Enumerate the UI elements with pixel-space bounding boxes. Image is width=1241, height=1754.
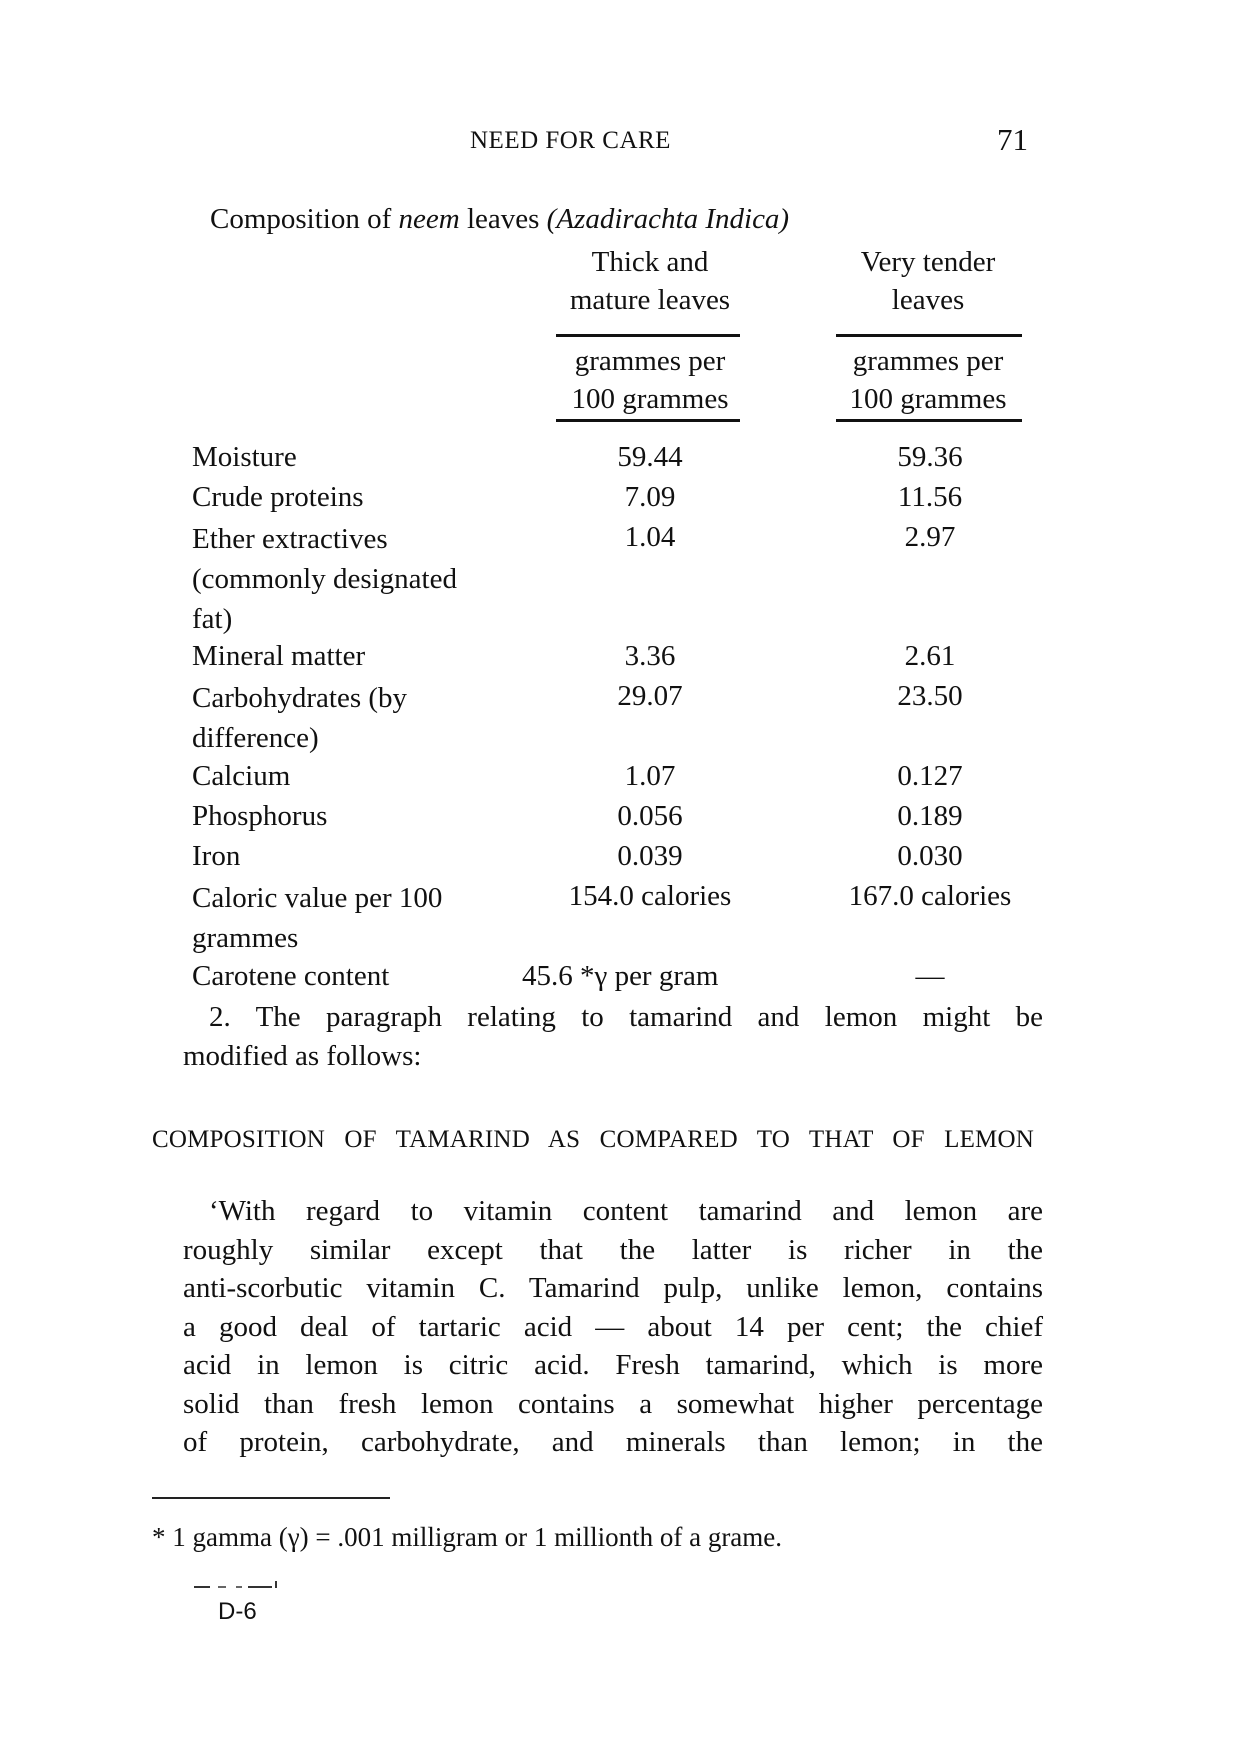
column-header-mature-line1: Thick and	[591, 246, 709, 278]
body-line: ‘With regard to vitamin content tamarind and lemon are	[209, 1195, 1043, 1227]
body-line: anti-scorbutic vitamin C. Tamarind pulp, unlike lemon, contains	[183, 1272, 1043, 1304]
column-header-tender-line1: Very tender	[860, 246, 996, 278]
body-line: a good deal of tartaric acid — about 14 per cent; the chief	[183, 1310, 1043, 1343]
column-unit-tender-line2: 100 grammes	[849, 383, 1007, 415]
table-row-calcium	[192, 758, 290, 794]
signature-scribble	[192, 1579, 302, 1591]
caption-prefix: Composition of	[210, 203, 399, 235]
column-header-tender-line2: leaves	[891, 284, 965, 316]
row-label: Calcium	[192, 760, 291, 792]
row-label: Crude proteins	[192, 481, 364, 513]
row-value-mature: 7.09	[624, 481, 676, 513]
row-value-mature: 1.07	[624, 760, 676, 792]
row-value-tender: 167.0 calories	[848, 880, 1012, 912]
caption-italic-neem: neem	[398, 203, 460, 235]
column-unit-mature-line1: grammes per	[574, 345, 726, 377]
row-value-tender: 2.97	[904, 521, 956, 553]
table-row-moisture	[192, 439, 297, 475]
table-row-mineral-matter	[192, 638, 365, 674]
body-line: roughly similar except that the latter is richer in the	[183, 1233, 1043, 1266]
row-label: Iron	[192, 840, 241, 872]
column-unit-mature	[530, 342, 770, 418]
row-label-line1: Caloric value per 100	[192, 882, 443, 914]
row-value-mature: 29.07	[617, 680, 683, 712]
table-row-caloric-value	[192, 878, 442, 958]
row-value-mature: 0.039	[617, 840, 683, 872]
column-unit-tender-rule-bottom	[836, 419, 1022, 422]
row-label-line2: (commonly designated	[192, 563, 457, 595]
row-label-line3: fat)	[192, 603, 233, 635]
table-row-ether-extractives	[192, 519, 457, 639]
column-header-mature	[530, 243, 770, 319]
note-line1: 2. The paragraph relating to tamarind and lemon might be	[209, 1001, 1043, 1033]
caption-italic-species: (Azadirachta Indica)	[546, 203, 790, 235]
row-label: Carotene content	[192, 960, 390, 992]
row-value-mature: 59.44	[617, 441, 683, 473]
row-label: Moisture	[192, 441, 297, 473]
row-value-tender: —	[915, 960, 945, 992]
column-unit-tender-line1: grammes per	[852, 345, 1004, 377]
table-row-phosphorus	[192, 798, 327, 834]
footnote: * 1 gamma (γ) = .001 milligram or 1 millionth of a grame.	[152, 1522, 783, 1552]
row-value-mature: 3.36	[624, 640, 676, 672]
table-row-carbohydrates	[192, 678, 407, 758]
column-unit-mature-line2: 100 grammes	[571, 383, 729, 415]
body-paragraph	[183, 1192, 1043, 1462]
column-header-tender	[808, 243, 1048, 319]
table-row-crude-proteins	[192, 479, 364, 515]
row-value-tender: 0.189	[897, 800, 963, 832]
row-label-line1: Carbohydrates (by	[192, 682, 408, 714]
row-value-mature: 45.6 *γ per gram	[522, 960, 719, 992]
row-label-line2: grammes	[192, 922, 299, 954]
note-paragraph	[183, 998, 1043, 1075]
row-value-tender: 0.127	[897, 760, 963, 792]
row-value-tender: 2.61	[904, 640, 956, 672]
row-value-tender: 11.56	[897, 481, 963, 513]
column-header-mature-rule-top	[556, 334, 740, 337]
caption-middle: leaves	[459, 203, 547, 235]
table-caption	[210, 201, 789, 237]
note-line2: modified as follows:	[183, 1039, 422, 1072]
signature-code: D-6	[218, 1598, 257, 1625]
column-unit-tender	[808, 342, 1048, 418]
column-header-tender-rule-top	[836, 334, 1022, 337]
page-number: 71	[997, 122, 1028, 157]
row-label: Phosphorus	[192, 800, 328, 832]
body-line: solid than fresh lemon contains a somewhat higher percentage	[183, 1387, 1043, 1420]
running-title: NEED FOR CARE	[470, 127, 671, 154]
row-label: Mineral matter	[192, 640, 366, 672]
footnote-rule	[152, 1497, 390, 1499]
table-row-iron	[192, 838, 240, 874]
section-heading: COMPOSITION OF TAMARIND AS COMPARED TO THAT OF LEMON	[152, 1126, 1034, 1153]
row-value-tender: 23.50	[897, 680, 963, 712]
body-line: acid in lemon is citric acid. Fresh tamarind, which is more	[183, 1349, 1043, 1381]
row-value-mature: 0.056	[617, 800, 683, 832]
row-value-tender: 59.36	[897, 441, 963, 473]
row-label-line2: difference)	[192, 722, 319, 754]
column-unit-mature-rule-bottom	[556, 419, 740, 422]
table-row-carotene	[192, 958, 389, 994]
row-value-mature: 154.0 calories	[568, 880, 732, 912]
row-value-mature: 1.04	[624, 521, 676, 553]
body-line: of protein, carbohydrate, and minerals than lemon; in the	[183, 1426, 1043, 1458]
row-label-line1: Ether extractives	[192, 523, 388, 555]
column-header-mature-line2: mature leaves	[569, 284, 731, 316]
row-value-tender: 0.030	[897, 840, 963, 872]
